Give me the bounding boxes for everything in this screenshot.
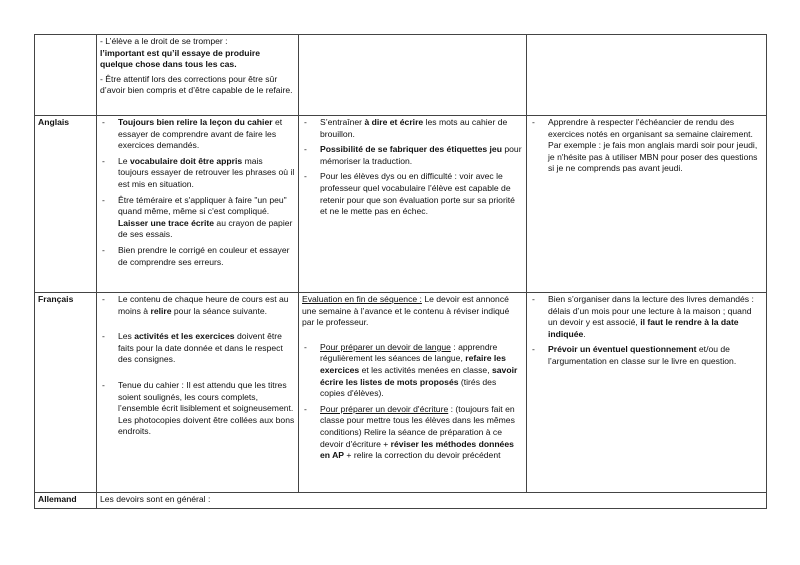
bold-text: refaire les exercices: [320, 353, 506, 375]
text: doivent être faits pour la date donnée et dans le respect des consignes.: [118, 331, 283, 365]
advice-cell: [527, 116, 767, 293]
text: : apprendre régulièrement les séances de langue,: [320, 341, 498, 364]
empty-cell: [527, 35, 767, 116]
text: (tirés des copies d'élèves).: [320, 376, 497, 399]
text: Pour les élèves dys ou en difficulté : voir avec le professeur quel vocabulaire l’élève est capable de retenir pour que son évaluation porte sur sa priorité et ne le mette pas en échec.: [320, 171, 515, 217]
text: Les: [118, 331, 135, 342]
bold-text: vocabulaire doit être appris: [129, 155, 243, 166]
bold-text: Possibilité de se fabriquer des étiquettes jeu: [320, 144, 502, 155]
list-item: [302, 171, 523, 217]
text: et/ou de l’argumentation en classe sur le livre en question.: [548, 344, 737, 366]
text: Le contenu de chaque heure de cours est au moins à: [118, 294, 289, 316]
text: Tenue du cahier : Il est attendu que les titres soient soulignés, les cours complets, l’ensemble écrit lisiblement et soigneusement. Les photocopies doivent être collées aux bons endroits.: [118, 379, 295, 437]
list-item: [100, 117, 295, 152]
list-item: [530, 344, 763, 367]
list-item: [302, 117, 523, 140]
bullet-dash: -: [304, 171, 307, 182]
bullet-dash: -: [102, 117, 105, 127]
list-item: [100, 195, 295, 241]
paragraph: [100, 36, 295, 71]
table-row-francais: [35, 293, 767, 493]
text: Bien s’organiser dans la lecture des livres demandés : délais d’un mois pour une lecture à la maison ; quand un devoir y est associé,: [548, 294, 754, 328]
subject-cell-empty: [35, 35, 97, 116]
bold-text: relire: [150, 305, 172, 316]
bullet-dash: -: [532, 344, 535, 355]
bold-text: il faut le rendre à la date indiquée: [548, 317, 739, 339]
text: S’entraîner: [320, 117, 365, 127]
text: Bien prendre le corrigé en couleur et essayer de comprendre ses erreurs.: [118, 244, 290, 267]
text: Le: [118, 155, 130, 166]
advice-cell: [97, 35, 299, 116]
text: - L’élève a le droit de se tromper :: [100, 36, 228, 46]
empty-cell: [299, 35, 527, 116]
table-row-allemand: [35, 493, 767, 509]
methodology-table: [34, 34, 767, 509]
list-item: [530, 117, 763, 175]
bold-text: réviser les méthodes données en AP: [320, 438, 514, 461]
text: .: [583, 328, 586, 339]
advice-cell: [97, 116, 299, 293]
bullet-dash: -: [304, 117, 307, 127]
text: Le devoir est annoncé une semaine à l’avance et le contenu à réviser indiqué par le professeur.: [302, 294, 510, 328]
bold-text: à dire et écrire: [364, 117, 424, 127]
advice-cell: Les devoirs sont en général :: [97, 493, 767, 509]
underlined-text: Pour préparer un devoir de langue: [320, 341, 451, 352]
bullet-dash: -: [102, 194, 105, 205]
underlined-text: Pour préparer un devoir d'écriture: [320, 403, 449, 414]
bullet-dash: -: [102, 331, 105, 342]
bold-text: Laisser une trace écrite: [118, 217, 215, 228]
text: Apprendre à respecter l'échéancier de rendu des exercices notés en organisant sa semaine clairement. Par exemple : je fais mon anglais mardi soir pour jeudi, je n'hésite pas à utiliser MBN pour poser des questions si je ne comprends pas avant jeudi.: [548, 117, 758, 174]
text: Être téméraire et s'appliquer à faire "un peu" quand même, même si c'est compliqué.: [118, 194, 287, 217]
bullet-dash: -: [532, 117, 535, 127]
bullet-dash: -: [102, 294, 105, 304]
bullet-dash: -: [532, 294, 535, 304]
advice-cell: [299, 116, 527, 293]
list-item: [100, 331, 295, 366]
list-item: [302, 404, 523, 462]
text: pour la séance suivante.: [171, 305, 268, 316]
bold-text: Toujours bien relire la leçon du cahier: [118, 117, 273, 127]
text: et essayer de comprendre avant de faire les exercices demandés.: [118, 117, 283, 151]
text: pour mémoriser la traduction.: [320, 144, 522, 166]
bullet-dash: -: [304, 144, 307, 155]
text: : (toujours fait en classe pour mettre tous les élèves dans les mêmes conditions) Relire la séance de préparation à ce devoir d'écriture +: [320, 403, 515, 449]
list-item: [302, 144, 523, 167]
list-item: [100, 245, 295, 268]
list-item: [100, 294, 295, 317]
paragraph: - Être attentif lors des corrections pour être sûr d’avoir bien compris et d’être capable de le refaire.: [100, 73, 293, 96]
bullet-dash: -: [102, 379, 105, 390]
text: et les activités menées en classe,: [359, 364, 492, 375]
list-item: [530, 294, 763, 340]
subject-label-francais: Français: [35, 293, 97, 493]
advice-cell: [527, 293, 767, 493]
bold-text: l’important est qu’il essaye de produire quelque chose dans tous les cas.: [100, 47, 260, 70]
underlined-text: Evaluation en fin de séquence :: [302, 294, 422, 304]
list-item: [302, 342, 523, 400]
paragraph: [302, 294, 523, 329]
subject-label-allemand: Allemand: [35, 493, 97, 509]
subject-label-anglais: Anglais: [35, 116, 97, 293]
bold-text: savoir écrire les listes de mots proposés: [320, 364, 518, 387]
table-row-continuation: [35, 35, 767, 116]
list-item: [100, 156, 295, 191]
table-row-anglais: [35, 116, 767, 293]
bullet-dash: -: [102, 155, 105, 166]
text: mais toujours essayer de retrouver les phrases où il est mis en situation.: [118, 155, 295, 189]
bullet-dash: -: [304, 403, 307, 414]
advice-cell: [97, 293, 299, 493]
list-item: [100, 380, 295, 438]
text: les mots au cahier de brouillon.: [320, 117, 508, 139]
bullet-dash: -: [304, 341, 307, 352]
bold-text: activités et les exercices: [134, 331, 235, 342]
bullet-dash: -: [102, 244, 105, 255]
text: au crayon de papier de ses essais.: [118, 217, 293, 240]
advice-cell: [299, 293, 527, 493]
text: + relire la correction du devoir précédent: [344, 450, 501, 461]
bold-text: Prévoir un éventuel questionnement: [548, 344, 697, 355]
